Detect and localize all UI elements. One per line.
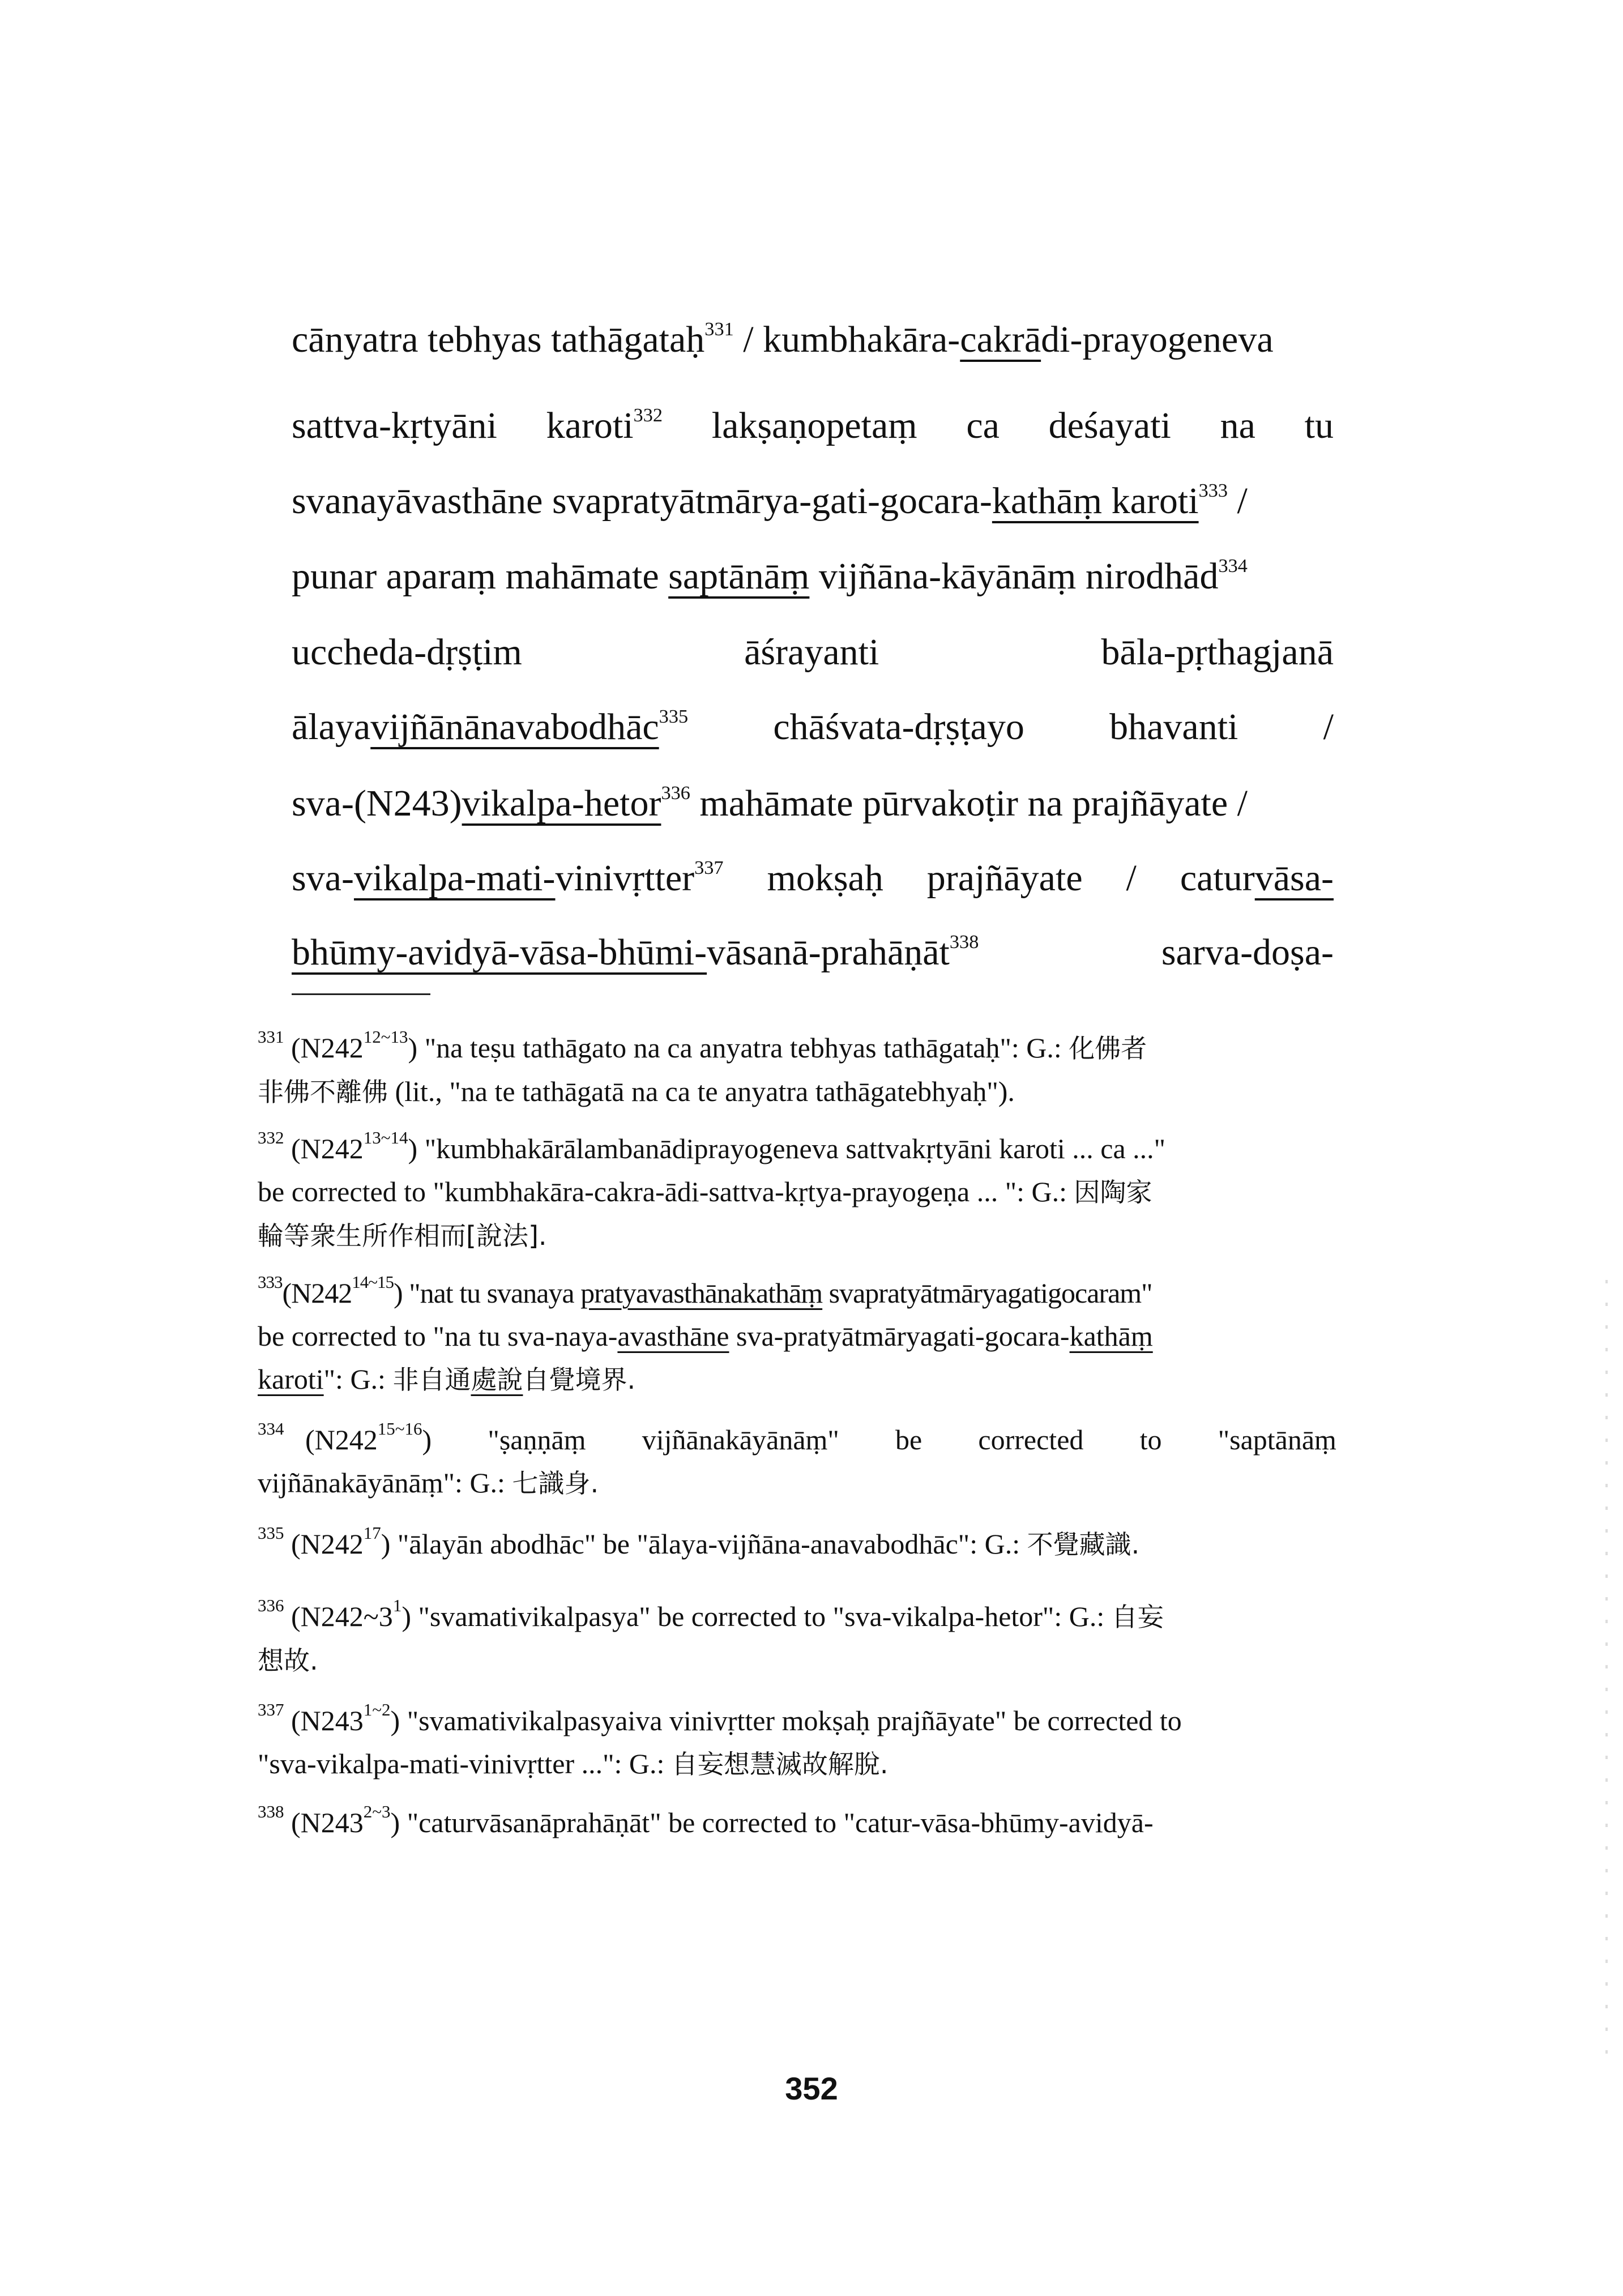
- footnote-cjk: 自妄想慧滅故解脫.: [671, 1749, 889, 1779]
- word: sattva-kṛtyāni: [292, 405, 497, 446]
- footnote-ref: 335: [659, 705, 689, 727]
- main-line-1: [292, 317, 1334, 362]
- footnote-cjk: 化佛者: [1069, 1033, 1147, 1064]
- footnote-underlined: karoti: [258, 1363, 324, 1395]
- footnote-word: "saptānāṃ: [1218, 1424, 1336, 1456]
- word: /: [1323, 706, 1334, 748]
- underlined-text: vāsa-: [1254, 857, 1334, 899]
- footnote-number: 337: [258, 1699, 284, 1719]
- footnote-text: svapratyātmāryagatigocaram": [822, 1277, 1152, 1309]
- footnote-underlined: kathāṃ: [1069, 1320, 1153, 1352]
- footnote-ref: (N242: [282, 1277, 352, 1309]
- footnote-number: 333: [258, 1271, 283, 1292]
- footnote-text: be corrected to "kumbhakāra-cakra-ādi-sattva-kṛtya-prayogeṇa ... ": G.:: [258, 1176, 1074, 1207]
- footnote-text: ) "kumbhakārālambanādiprayogeneva sattvakṛtyāni karoti ... ca ...": [408, 1133, 1166, 1164]
- text: vinivṛtter: [555, 857, 695, 899]
- footnote-cjk: 不覺藏識.: [1027, 1529, 1140, 1560]
- footnote-text: be corrected to "na tu sva-naya-: [258, 1320, 618, 1352]
- footnote-337: [258, 1699, 1336, 1786]
- footnote-rule: [292, 993, 430, 995]
- footnote-331: [258, 1026, 1336, 1113]
- footnote-ref: 331: [704, 318, 734, 340]
- footnote-text: ) "svamativikalpasyaiva vinivṛtter mokṣaḥ prajñāyate" be corrected to: [390, 1705, 1182, 1736]
- footnote-cjk: 非佛不離佛: [258, 1077, 388, 1107]
- text: sva-(N243): [292, 783, 462, 824]
- main-line-2: [292, 403, 1334, 449]
- main-line-6: [292, 705, 1334, 750]
- footnote-338: [258, 1801, 1336, 1844]
- footnote-335: [258, 1522, 1336, 1566]
- footnote-word: corrected: [978, 1424, 1084, 1456]
- word: ca: [966, 405, 1000, 446]
- footnote-text: ) "na teṣu tathāgato na ca anyatra tebhyas tathāgataḥ": G.:: [408, 1032, 1069, 1064]
- scan-edge-marks: [1605, 1280, 1608, 2073]
- footnote-cjk: 非自通: [392, 1364, 471, 1395]
- footnote-cjk: 處說: [471, 1364, 523, 1395]
- underlined-text: saptānāṃ: [668, 556, 810, 597]
- footnote-ref: 333: [1198, 479, 1228, 501]
- main-line-3: [292, 479, 1334, 524]
- word: lakṣaṇopetaṃ: [711, 405, 917, 446]
- word: sarva-doṣa-: [1161, 932, 1334, 973]
- word: na: [1220, 405, 1255, 446]
- word: uccheda-dṛṣṭim: [292, 631, 522, 673]
- footnote-ref-sup: 17: [363, 1522, 381, 1543]
- word: mokṣaḥ: [767, 857, 883, 899]
- footnote-ref: (N242: [305, 1424, 378, 1456]
- footnote-ref: 334: [1218, 554, 1248, 577]
- footnote-ref-sup: 14~15: [352, 1271, 394, 1292]
- footnote-number: 338: [258, 1801, 284, 1821]
- word: deśayati: [1048, 405, 1171, 446]
- footnote-ref: 332: [633, 404, 663, 426]
- text: di-prayogeneva: [1041, 319, 1274, 360]
- text: vijñāna-kāyānāṃ nirodhād: [809, 556, 1219, 597]
- footnote-word: be: [895, 1424, 922, 1456]
- text: catur: [1180, 857, 1255, 899]
- footnote-word: to: [1139, 1424, 1162, 1456]
- text: ālaya: [292, 706, 371, 748]
- footnote-number: 336: [258, 1595, 284, 1615]
- footnote-ref-sup: 12~13: [363, 1026, 408, 1047]
- footnote-333: [258, 1271, 1336, 1401]
- footnote-cjk: 想故.: [258, 1645, 318, 1676]
- word: chāśvata-dṛṣṭayo: [773, 706, 1024, 748]
- word: bāla-pṛthagjanā: [1101, 631, 1334, 673]
- footnote-text: ": G.:: [323, 1363, 393, 1395]
- main-line-9: [292, 930, 1334, 975]
- footnote-word: vijñānakāyānāṃ": [642, 1424, 839, 1456]
- text: /: [1228, 480, 1248, 522]
- text: / kumbhakāra-: [733, 319, 960, 360]
- footnote-number: 334: [258, 1418, 284, 1439]
- footnote-332: [258, 1127, 1336, 1257]
- underlined-text: cakrā: [960, 319, 1041, 360]
- footnote-ref-sup: 15~16: [377, 1418, 422, 1439]
- underlined-text: vikalpa-mati-: [353, 857, 556, 899]
- word-group: [292, 930, 979, 975]
- word-group: [292, 856, 724, 901]
- footnote-text: ) "ālayān abodhāc" be "ālaya-vijñāna-anavabodhāc": G.:: [381, 1528, 1027, 1560]
- footnote-text: sva-pratyātmāryagati-gocara-: [729, 1320, 1070, 1352]
- footnote-text: ) "svamativikalpasya" be corrected to "sva-vikalpa-hetor": G.:: [402, 1601, 1112, 1632]
- footnote-number: 331: [258, 1026, 284, 1047]
- text: vāsanā-prahāṇāt: [707, 932, 950, 973]
- footnote-ref: 337: [694, 856, 724, 878]
- footnote-text: (lit., "na te tathāgatā na ca te anyatra tathāgatebhyaḥ").: [388, 1076, 1015, 1107]
- footnote-number: 332: [258, 1127, 284, 1147]
- underlined-text: kathāṃ karoti: [992, 480, 1199, 522]
- footnote-ref-sup: 13~14: [363, 1127, 408, 1147]
- main-line-5: [292, 630, 1334, 675]
- footnote-334: $^{334}$ $(N242^{15\sim 16})$ "ṣaṇṇāṃ vijñānakāyānāṃ" be corrected to "saptānāṃ vijñānakāyānāṃ": G.: 七識身.: [258, 1418, 1336, 1499]
- word: prajñāyate: [926, 857, 1083, 899]
- footnote-ref: (N243: [291, 1705, 364, 1736]
- footnote-underlined: avasthāne: [617, 1320, 729, 1352]
- underlined-text: vijñānānavabodhāc: [370, 706, 659, 748]
- footnote-ref: (N242: [291, 1528, 364, 1560]
- main-line-7: [292, 781, 1334, 826]
- footnote-ref: (N242~3: [291, 1601, 393, 1632]
- footnote-text: ) "caturvāsanāprahāṇāt" be corrected to "catur-vāsa-bhūmy-avidyā-: [390, 1807, 1154, 1838]
- footnote-cjk: 自覺境界.: [523, 1364, 636, 1395]
- main-line-4: [292, 554, 1334, 599]
- footnote-word: "ṣaṇṇāṃ: [488, 1424, 586, 1456]
- footnote-text: "sva-vikalpa-mati-vinivṛtter ...": G.:: [258, 1748, 672, 1779]
- footnote-ref: 338: [949, 931, 979, 953]
- footnote-cjk: 輪等衆生所作相而[說法].: [258, 1220, 547, 1251]
- word-group: [546, 403, 663, 449]
- main-line-8: [292, 856, 1334, 901]
- footnote-336: [258, 1595, 1336, 1682]
- footnote-underlined: pratyavasthānakathāṃ: [580, 1277, 823, 1309]
- footnote-cjk: 自妄: [1111, 1602, 1164, 1632]
- footnote-ref: (N242: [291, 1032, 364, 1064]
- footnote-text: ) "nat tu svanaya: [394, 1277, 581, 1309]
- footnote-number: 335: [258, 1522, 284, 1543]
- text: mahāmate pūrvakoṭir na prajñāyate /: [690, 783, 1248, 824]
- page-number: 352: [785, 2071, 838, 2106]
- underlined-text: vikalpa-hetor: [462, 783, 661, 824]
- text: svanayāvasthāne svapratyātmārya-gati-gocara-: [292, 480, 992, 522]
- text: sva-: [292, 857, 354, 899]
- word: karoti: [546, 405, 634, 446]
- word: /: [1126, 857, 1137, 899]
- footnote-ref-sup: 1~2: [363, 1699, 391, 1719]
- word: āśrayanti: [744, 631, 879, 673]
- word-group: [1180, 856, 1334, 901]
- underlined-text: bhūmy-avidyā-vāsa-bhūmi-: [292, 932, 707, 973]
- footnote-ref: (N242: [291, 1133, 364, 1164]
- footnote-ref-sup: 1: [392, 1595, 402, 1615]
- word: tu: [1304, 405, 1334, 446]
- text: punar aparaṃ mahāmate: [292, 556, 669, 597]
- footnote-cjk: 七識身.: [512, 1468, 599, 1499]
- footnote-ref-sup: 2~3: [363, 1801, 391, 1821]
- footnote-text: vijñānakāyānāṃ": G.:: [258, 1467, 512, 1499]
- footnote-cjk: 因陶家: [1074, 1177, 1152, 1207]
- word-group: [292, 705, 688, 750]
- text: cānyatra tebhyas tathāgataḥ: [292, 319, 705, 360]
- word: bhavanti: [1109, 706, 1238, 748]
- footnote-ref: (N243: [291, 1807, 364, 1838]
- footnote-ref: 336: [661, 782, 690, 804]
